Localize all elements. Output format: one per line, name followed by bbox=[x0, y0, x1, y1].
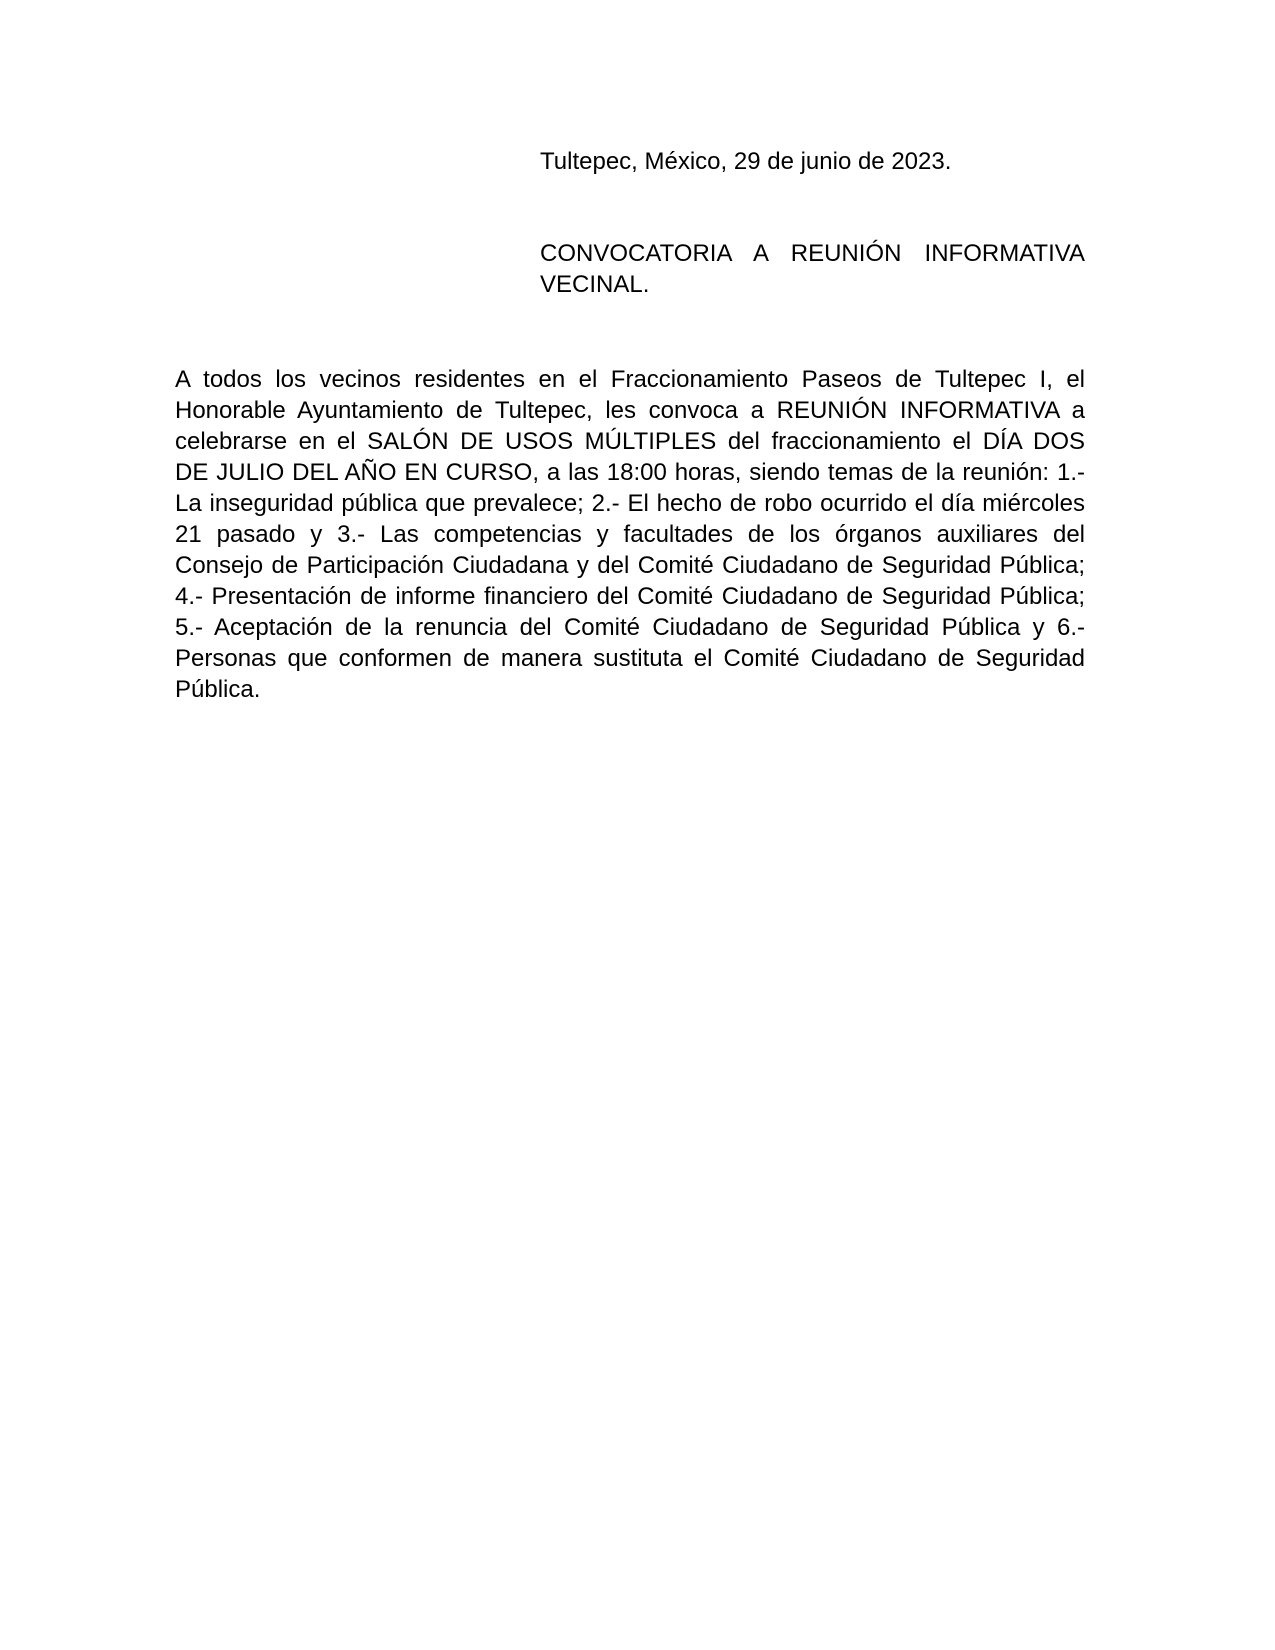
body-line-11: Pública. bbox=[175, 676, 261, 703]
body-paragraph bbox=[175, 364, 1085, 705]
body-line-5: La inseguridad pública que prevalece; 2.- El hecho de robo ocurrido el día miércoles bbox=[175, 490, 1085, 517]
body-line-4: DE JULIO DEL AÑO EN CURSO, a las 18:00 horas, siendo temas de la reunión: 1.- bbox=[175, 459, 1085, 486]
body-line-2: Honorable Ayuntamiento de Tultepec, les convoca a REUNIÓN INFORMATIVA a bbox=[175, 397, 1085, 424]
document-title bbox=[540, 238, 1085, 300]
body-line-6: 21 pasado y 3.- Las competencias y facultades de los órganos auxiliares del bbox=[175, 521, 1085, 548]
body-line-3: celebrarse en el SALÓN DE USOS MÚLTIPLES del fraccionamiento el DÍA DOS bbox=[175, 428, 1085, 455]
body-line-9: 5.- Aceptación de la renuncia del Comité Ciudadano de Seguridad Pública y 6.- bbox=[175, 614, 1085, 641]
body-line-7: Consejo de Participación Ciudadana y del Comité Ciudadano de Seguridad Pública; bbox=[175, 552, 1085, 579]
title-line-2: VECINAL. bbox=[540, 271, 650, 298]
date-line: Tultepec, México, 29 de junio de 2023. bbox=[540, 148, 952, 175]
title-line-1: CONVOCATORIA A REUNIÓN INFORMATIVA bbox=[540, 240, 1085, 267]
body-line-8: 4.- Presentación de informe financiero del Comité Ciudadano de Seguridad Pública; bbox=[175, 583, 1085, 610]
body-line-1: A todos los vecinos residentes en el Fraccionamiento Paseos de Tultepec I, el bbox=[175, 366, 1085, 393]
body-line-10: Personas que conformen de manera sustituta el Comité Ciudadano de Seguridad bbox=[175, 645, 1085, 672]
